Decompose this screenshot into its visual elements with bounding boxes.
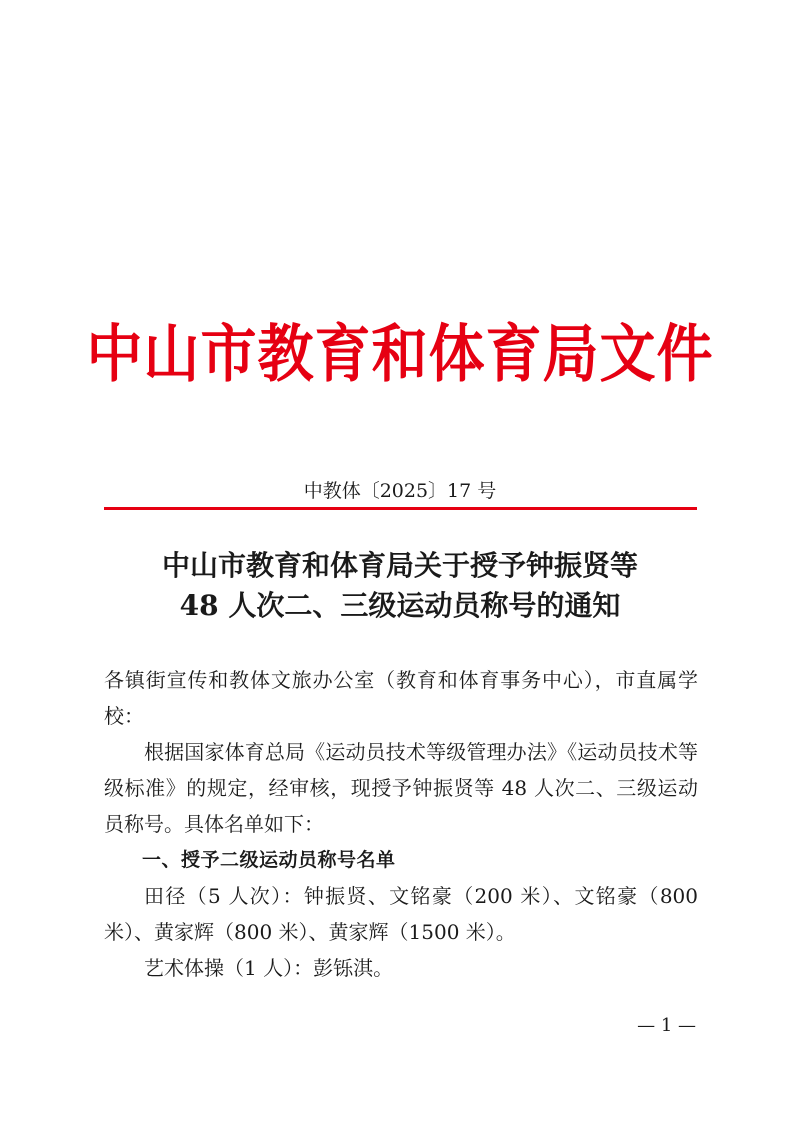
masthead-title: 中山市教育和体育局文件 <box>86 317 714 391</box>
art-gymnastics-list: 艺术体操（1 人）：彭铄淇。 <box>144 956 394 980</box>
section-heading-1: 一、授予二级运动员称号名单 <box>142 849 396 871</box>
red-divider-rule <box>104 507 697 510</box>
page-number: — 1 — <box>637 1015 696 1036</box>
body-paragraph-1: 根据国家体育总局《运动员技术等级管理办法》《运动员技术等级标准》的规定，经审核，现授予钟振贤等 48 人次二、三级运动员称号。具体名单如下： <box>104 740 698 836</box>
athletics-list: 田径（5 人次）：钟振贤、文铭豪（200 米）、文铭豪（800 米）、黄家辉（800 米）、黄家辉（1500 米）。 <box>104 884 698 944</box>
document-title-line-2: 48 人次二、三级运动员称号的通知 <box>179 589 621 622</box>
document-title-line-1: 中山市教育和体育局关于授予钟振贤等 <box>161 549 638 582</box>
document-body <box>104 662 698 986</box>
document-number: 中教体〔2025〕17 号 <box>303 480 497 502</box>
salutation: 各镇街宣传和教体文旅办公室（教育和体育事务中心），市直属学校： <box>104 668 698 728</box>
document-title <box>0 546 800 626</box>
